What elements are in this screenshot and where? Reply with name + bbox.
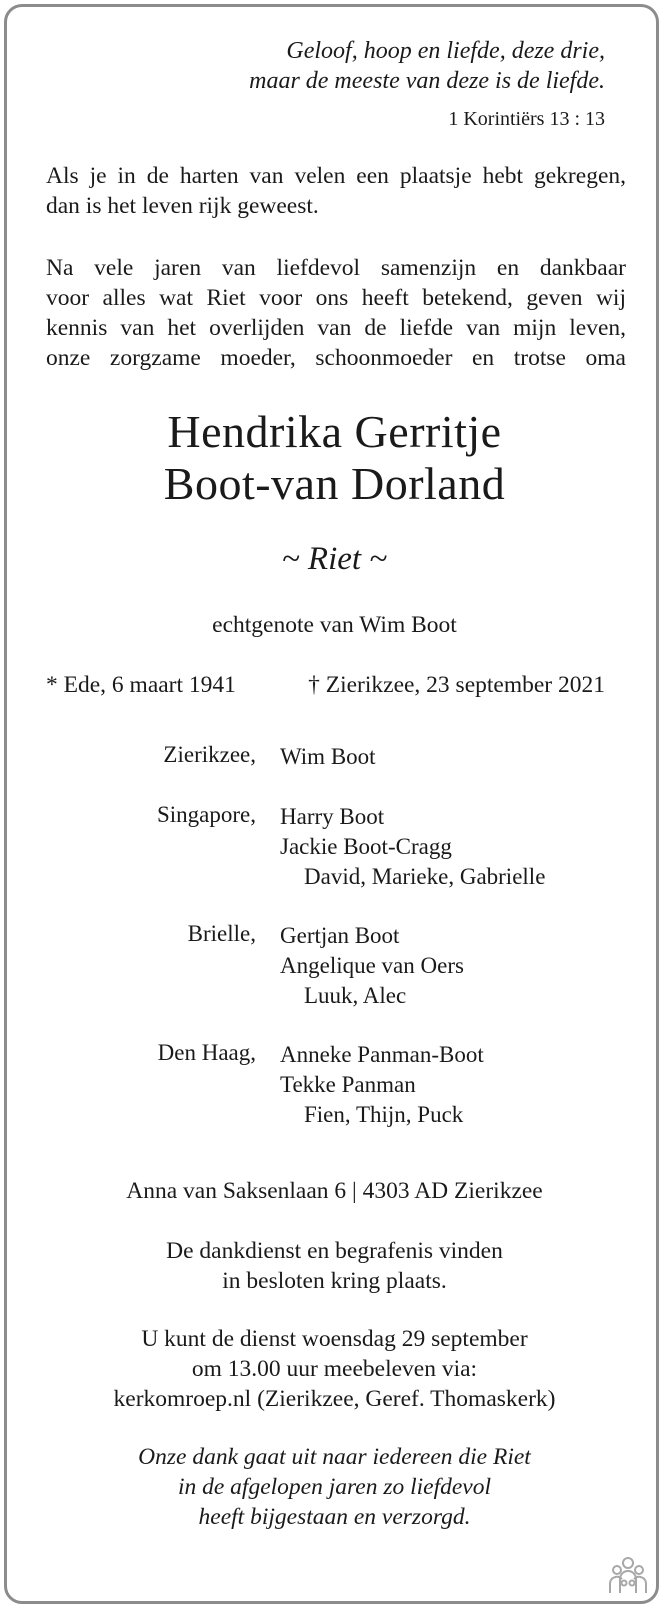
- quote-line-2: maar de meeste van deze is de liefde.: [249, 68, 605, 94]
- family-grandchildren: Fien, Thijn, Puck: [304, 1102, 464, 1127]
- address: Anna van Saksenlaan 6 | 4303 AD Zierikzee: [126, 1178, 543, 1204]
- birth-date: * Ede, 6 maart 1941: [46, 672, 236, 698]
- stream-line-2: om 13.00 uur meebeleven via:: [191, 1356, 478, 1382]
- intro-p2-line-1: Na vele jaren van liefdevol samenzijn en dankbaar: [46, 255, 626, 281]
- family-place: Singapore,: [156, 802, 256, 827]
- intro-p2-line-4: onze zorgzame moeder, schoonmoeder en trotse oma: [46, 345, 626, 371]
- family-grandchildren: David, Marieke, Gabrielle: [304, 864, 546, 889]
- family-member: Harry Boot: [280, 804, 385, 829]
- family-member: Angelique van Oers: [280, 953, 464, 978]
- family-member: Wim Boot: [280, 744, 376, 769]
- service-line-1: De dankdienst en begrafenis vinden: [166, 1238, 503, 1264]
- quote-line-1: Geloof, hoop en liefde, deze drie,: [286, 38, 605, 64]
- intro-p1-line-2: dan is het leven rijk geweest.: [46, 193, 319, 219]
- deceased-relation: echtgenote van Wim Boot: [212, 612, 457, 638]
- people-group-icon: [606, 1553, 650, 1597]
- thanks-line-1: Onze dank gaat uit naar iedereen die Riet: [138, 1444, 531, 1470]
- thanks-line-3: heeft bijgestaan en verzorgd.: [198, 1504, 471, 1530]
- deceased-nickname: ~ Riet ~: [281, 541, 388, 577]
- service-line-2: in besloten kring plaats.: [222, 1268, 447, 1294]
- stream-line-1: U kunt de dienst woensdag 29 september: [141, 1326, 528, 1352]
- family-grandchildren: Luuk, Alec: [304, 983, 407, 1008]
- family-member: Anneke Panman-Boot: [280, 1042, 484, 1067]
- stream-line-3: kerkomroep.nl (Zierikzee, Geref. Thomaskerk): [113, 1386, 556, 1412]
- thanks-line-2: in de afgelopen jaren zo liefdevol: [177, 1474, 492, 1500]
- family-member: Jackie Boot-Cragg: [280, 834, 452, 859]
- intro-p2-line-3: kennis van het overlijden van de liefde van mijn leven,: [46, 315, 626, 341]
- quote-reference: 1 Korintiërs 13 : 13: [448, 108, 605, 130]
- family-place: Brielle,: [187, 921, 256, 946]
- intro-p1-line-1: Als je in de harten van velen een plaatsje hebt gekregen,: [46, 163, 626, 189]
- family-member: Tekke Panman: [280, 1072, 416, 1097]
- deceased-name-line-2: Boot-van Dorland: [163, 458, 506, 509]
- family-member: Gertjan Boot: [280, 923, 400, 948]
- family-place: Den Haag,: [157, 1040, 256, 1065]
- family-place: Zierikzee,: [163, 742, 256, 767]
- death-date: † Zierikzee, 23 september 2021: [308, 672, 605, 698]
- intro-p2-line-2: voor alles wat Riet voor ons heeft betekend, geven wij: [46, 285, 626, 311]
- deceased-name-line-1: Hendrika Gerritje: [167, 406, 502, 457]
